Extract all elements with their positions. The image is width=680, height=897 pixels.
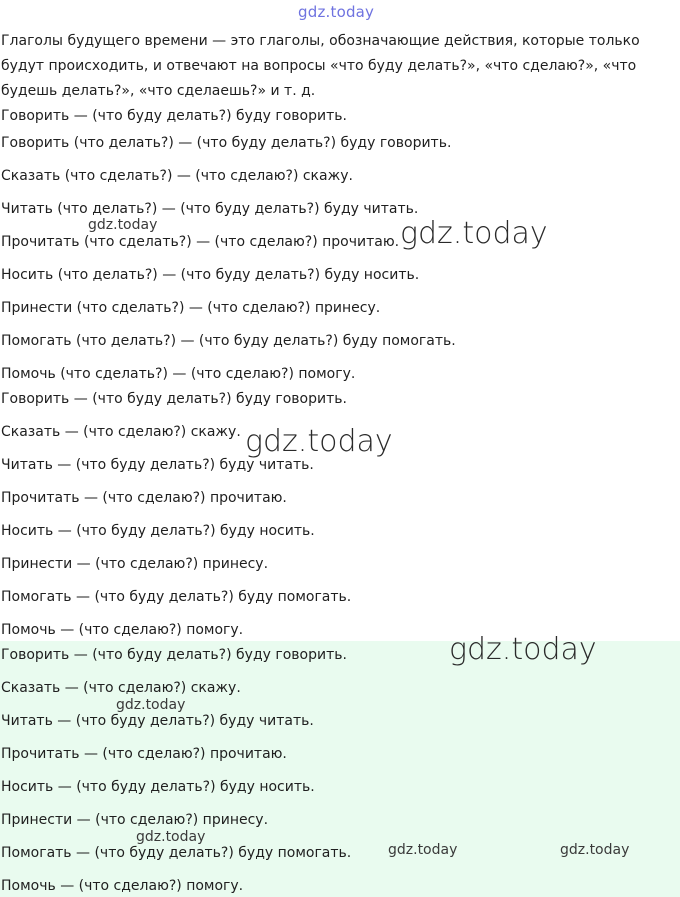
text-line: Помогать — (что буду делать?) буду помогать. [1,845,352,861]
text-line: Говорить — (что буду делать?) буду говорить. [1,647,347,663]
watermark: gdz.today [116,697,186,713]
watermark: gdz.today [400,216,548,251]
text-line: Читать (что делать?) — (что буду делать?) буду читать. [1,201,419,217]
text-line: Сказать — (что сделаю?) скажу. [1,680,241,696]
text-line: Читать — (что буду делать?) буду читать. [1,713,314,729]
text-line: Принести — (что сделаю?) принесу. [1,812,269,828]
text-line: Носить (что делать?) — (что буду делать?) буду носить. [1,267,420,283]
text-line: Сказать (что сделать?) — (что сделаю?) скажу. [1,168,353,184]
watermark: gdz.today [88,217,158,233]
watermark: gdz.today [449,632,597,667]
watermark: gdz.today [136,829,206,845]
text-line: Помочь — (что сделаю?) помогу. [1,878,244,894]
text-line: Принести — (что сделаю?) принесу. [1,556,269,572]
text-line: Помочь — (что сделаю?) помогу. [1,622,244,638]
text-line: Говорить — (что буду делать?) буду говорить. [1,108,347,124]
text-line: Прочитать (что сделать?) — (что сделаю?) прочитаю. [1,234,400,250]
text-line: Сказать — (что сделаю?) скажу. [1,424,241,440]
text-line: Читать — (что буду делать?) буду читать. [1,457,314,473]
text-line: Прочитать — (что сделаю?) прочитаю. [1,746,287,762]
intro-paragraph: Глаголы будущего времени — это глаголы, обозначающие действия, которые только будут происходить, и отвечают на вопросы «что буду делать?», «что сделаю?», «что будешь делать?», «что сделаешь?» и т. д. [1,33,640,99]
text-line: Принести (что сделать?) — (что сделаю?) принесу. [1,300,381,316]
header-watermark: gdz.today [298,3,375,21]
watermark: gdz.today [245,424,393,459]
text-line: Помогать — (что буду делать?) буду помогать. [1,589,352,605]
watermark: gdz.today [560,842,630,858]
text-line: Помогать (что делать?) — (что буду делать?) буду помогать. [1,333,456,349]
text-line: Помочь (что сделать?) — (что сделаю?) помогу. [1,366,356,382]
text-line: Носить — (что буду делать?) буду носить. [1,779,315,795]
text-line: Прочитать — (что сделаю?) прочитаю. [1,490,287,506]
watermark: gdz.today [388,842,458,858]
text-line: Говорить (что делать?) — (что буду делать?) буду говорить. [1,135,452,151]
text-line: Носить — (что буду делать?) буду носить. [1,523,315,539]
text-line: Говорить — (что буду делать?) буду говорить. [1,391,347,407]
